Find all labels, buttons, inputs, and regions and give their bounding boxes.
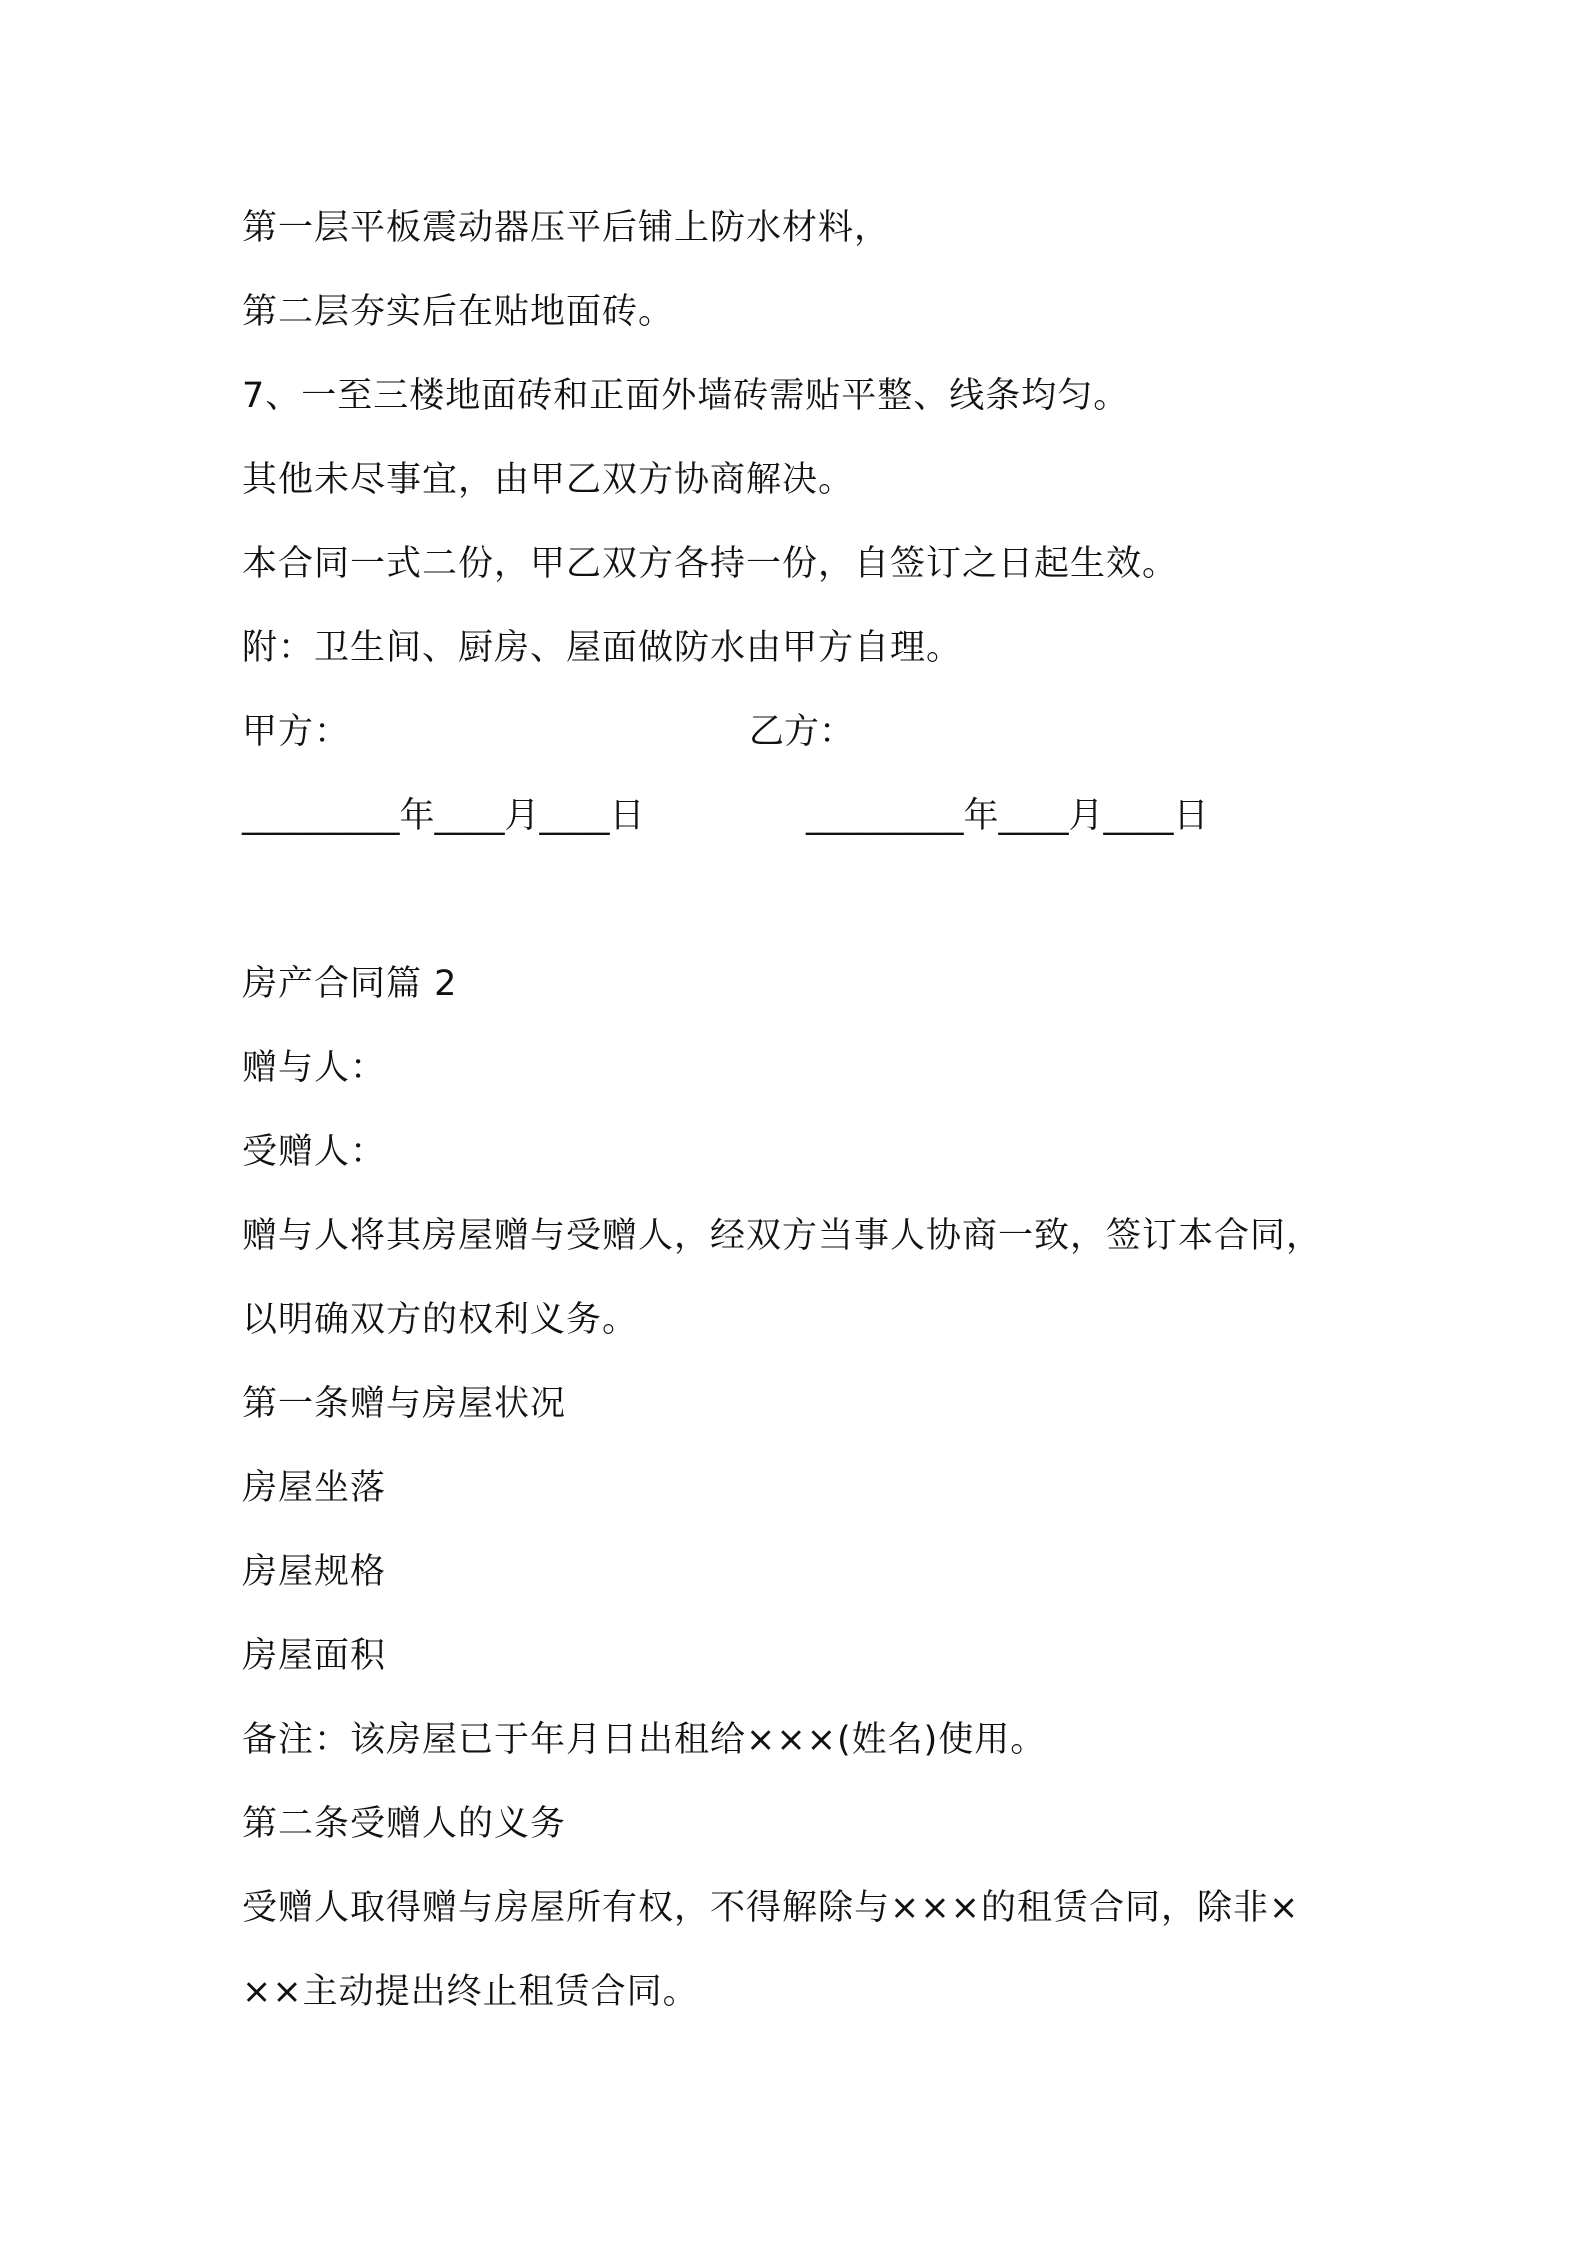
- paragraph-line: 其他未尽事宜，由甲乙双方协商解决。: [242, 460, 855, 500]
- section-title: 房产合同篇 2: [242, 964, 458, 1004]
- date-line-party-b: _________年____月____日: [806, 796, 1209, 836]
- paragraph-line: 备注：该房屋已于年月日出租给×××(姓名)使用。: [242, 1720, 1047, 1760]
- paragraph-line: ××主动提出终止租赁合同。: [242, 1972, 699, 2012]
- paragraph-line: 第一条赠与房屋状况: [242, 1384, 567, 1424]
- paragraph-line: 赠与人将其房屋赠与受赠人，经双方当事人协商一致，签订本合同，: [242, 1216, 1323, 1256]
- paragraph-line: 受赠人取得赠与房屋所有权，不得解除与×××的租赁合同，除非×: [242, 1888, 1300, 1928]
- paragraph-line: 房屋坐落: [242, 1468, 387, 1508]
- paragraph-line: 以明确双方的权利义务。: [242, 1300, 639, 1340]
- party-b-label: 乙方：: [749, 712, 855, 752]
- paragraph-line: 房屋规格: [242, 1552, 387, 1592]
- paragraph-line: 第一层平板震动器压平后铺上防水材料，: [242, 208, 891, 248]
- paragraph-line: 本合同一式二份，甲乙双方各持一份，自签订之日起生效。: [242, 544, 1179, 584]
- paragraph-line: 第二条受赠人的义务: [242, 1804, 567, 1844]
- paragraph-line: 附：卫生间、厨房、屋面做防水由甲方自理。: [242, 628, 963, 668]
- paragraph-line: 第二层夯实后在贴地面砖。: [242, 292, 675, 332]
- paragraph-line: 房屋面积: [242, 1636, 387, 1676]
- date-line-party-a: _________年____月____日: [242, 796, 645, 836]
- paragraph-line: 赠与人：: [242, 1048, 387, 1088]
- paragraph-line: 受赠人：: [242, 1132, 387, 1172]
- paragraph-line: 7、一至三楼地面砖和正面外墙砖需贴平整、线条均匀。: [242, 376, 1130, 416]
- party-a-label: 甲方：: [242, 712, 351, 752]
